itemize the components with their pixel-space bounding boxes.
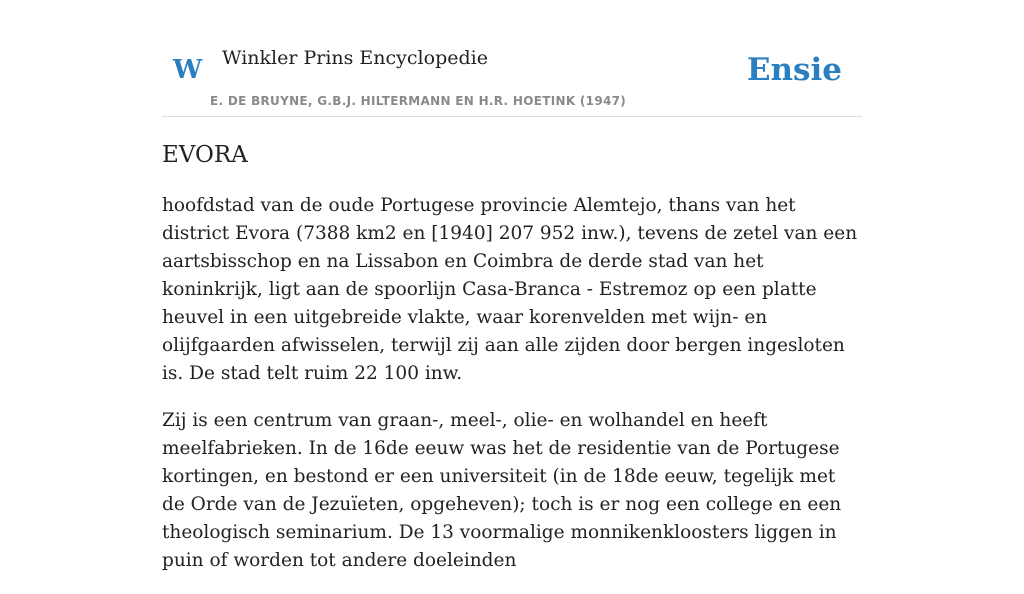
logo-w-icon[interactable]: W (173, 55, 203, 85)
entry-paragraph: hoofdstad van de oude Portugese provincie Alemtejo, thans van het district Evora (7388 km2 en [1940] 207 952 inw.), tevens de zetel van een aartsbisschop en na Lissabon en Coimbra de derde stad van het koninkrijk, ligt aan de spoorlijn Casa-Branca - Estremoz op een platte heuvel in een uitgebreide vlakte, waar korenvelden met wijn- en olijfgaarden afwisselen, terwijl zij aan alle zijden door bergen ingesloten is. De stad telt ruim 22 100 inw. (162, 195, 858, 384)
book-authors: E. DE BRUYNE, G.B.J. HILTERMANN EN H.R. HOETINK (1947) (210, 94, 627, 108)
ensie-logo[interactable]: Ensie (746, 52, 842, 88)
entry-paragraph: Zij is een centrum van graan-, meel-, olie- en wolhandel en heeft meelfabrieken. In de 16de eeuw was het de residentie van de Portugese kortingen, en bestond er een universiteit (in de 18de eeuw, tegelijk met de Orde van de Jezuïeten, opgeheven); toch is er nog een college en een theologisch seminarium. De 13 voormalige monnikenkloosters liggen in puin of worden tot andere doeleinden (162, 410, 842, 571)
entry-body (162, 192, 862, 594)
header (162, 0, 862, 117)
book-title[interactable]: Winkler Prins Encyclopedie (222, 47, 488, 69)
entry-title: EVORA (162, 142, 248, 168)
